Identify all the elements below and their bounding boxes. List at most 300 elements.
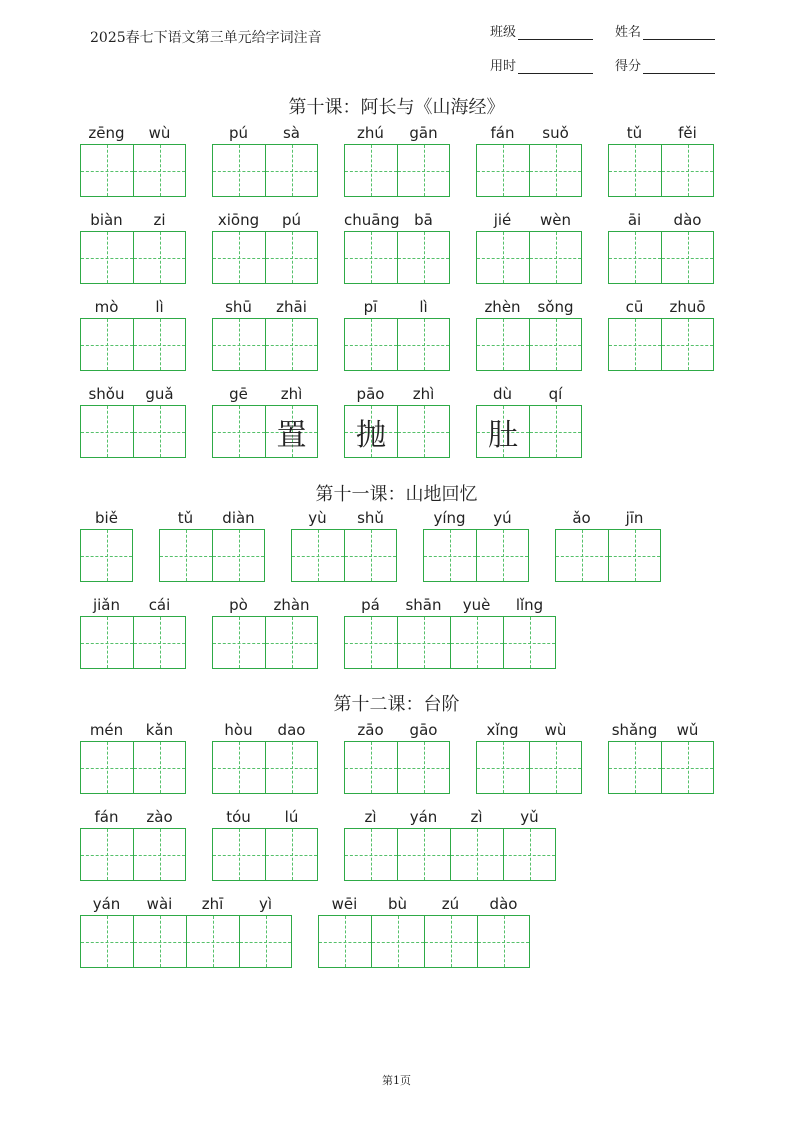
- char-cell: [477, 893, 530, 968]
- pinyin-label: yíng: [433, 509, 466, 527]
- char-cell: [529, 122, 582, 197]
- tianzige-box[interactable]: [344, 828, 397, 881]
- tianzige-box[interactable]: [265, 318, 318, 371]
- char-cell: [476, 122, 529, 197]
- score-label: 得分: [615, 59, 642, 74]
- tianzige-box[interactable]: [661, 741, 714, 794]
- tianzige-box[interactable]: [133, 616, 186, 669]
- char-cell: [344, 594, 397, 669]
- word-group: [608, 719, 714, 794]
- word-group: [476, 296, 582, 371]
- name-field[interactable]: [615, 21, 715, 40]
- char-cell: [344, 719, 397, 794]
- tianzige-box[interactable]: [133, 741, 186, 794]
- char-cell: [212, 296, 265, 371]
- class-input-line[interactable]: [518, 25, 593, 40]
- given-character: 置: [276, 417, 307, 453]
- pinyin-label: guǎ: [145, 385, 174, 403]
- pinyin-label: shǎng: [611, 721, 658, 739]
- word-group: [159, 507, 265, 582]
- pinyin-label: shū: [225, 298, 252, 316]
- char-cell: [608, 296, 661, 371]
- class-field[interactable]: [490, 21, 593, 40]
- pinyin-label: fán: [94, 808, 119, 826]
- pinyin-label: zāo: [357, 721, 384, 739]
- pinyin-label: xiōng: [217, 211, 260, 229]
- name-input-line[interactable]: [643, 25, 715, 40]
- tianzige-box[interactable]: [159, 529, 212, 582]
- char-cell: [212, 209, 265, 284]
- word-group: [344, 209, 450, 284]
- score-field[interactable]: [615, 55, 715, 74]
- pinyin-label: pú: [228, 124, 249, 142]
- char-cell: [397, 806, 450, 881]
- pinyin-label: yú: [493, 509, 512, 527]
- word-group: [212, 383, 318, 458]
- pinyin-label: pá: [361, 596, 380, 614]
- tianzige-box[interactable]: [212, 741, 265, 794]
- char-cell: [424, 893, 477, 968]
- tianzige-box[interactable]: [529, 231, 582, 284]
- tianzige-box[interactable]: [212, 828, 265, 881]
- pinyin-label: shǔ: [357, 509, 384, 527]
- char-cell: [133, 594, 186, 669]
- tianzige-box[interactable]: [344, 529, 397, 582]
- pinyin-label: wù: [148, 124, 171, 142]
- pinyin-label: gān: [409, 124, 438, 142]
- tianzige-box[interactable]: [344, 616, 397, 669]
- tianzige-box[interactable]: [371, 915, 424, 968]
- tianzige-box[interactable]: [186, 915, 239, 968]
- pinyin-label: jīn: [625, 509, 644, 527]
- word-group: [476, 383, 582, 458]
- char-cell: [397, 594, 450, 669]
- char-cell: [133, 806, 186, 881]
- char-cell: [265, 296, 318, 371]
- pinyin-label: tǔ: [177, 509, 194, 527]
- char-cell: [397, 122, 450, 197]
- word-group: [344, 122, 450, 197]
- tianzige-box[interactable]: [661, 144, 714, 197]
- word-group: [423, 507, 529, 582]
- char-cell: [423, 507, 476, 582]
- pinyin-label: wǔ: [676, 721, 699, 739]
- char-cell: [265, 719, 318, 794]
- char-cell: [239, 893, 292, 968]
- char-cell: [344, 122, 397, 197]
- pinyin-label: zhú: [357, 124, 384, 142]
- char-cell: [80, 209, 133, 284]
- tianzige-box[interactable]: [80, 915, 133, 968]
- char-cell: [133, 122, 186, 197]
- char-cell: [80, 296, 133, 371]
- tianzige-box[interactable]: [476, 144, 529, 197]
- char-cell: [503, 806, 556, 881]
- char-cell: [344, 383, 397, 458]
- tianzige-box[interactable]: [265, 231, 318, 284]
- char-cell: [397, 209, 450, 284]
- char-cell: [80, 507, 133, 582]
- char-cell: [344, 507, 397, 582]
- word-group: [80, 507, 133, 582]
- pinyin-label: zhèn: [484, 298, 521, 316]
- tianzige-box[interactable]: [423, 529, 476, 582]
- tianzige-box[interactable]: [661, 318, 714, 371]
- section-title: 第十课：阿长与《山海经》: [288, 97, 505, 118]
- pinyin-label: kǎn: [145, 721, 174, 739]
- char-cell: [555, 507, 608, 582]
- char-cell: [450, 594, 503, 669]
- tianzige-box[interactable]: [239, 915, 292, 968]
- char-cell: [476, 209, 529, 284]
- time-field[interactable]: [490, 55, 593, 74]
- word-group: [476, 209, 582, 284]
- tianzige-box[interactable]: [344, 231, 397, 284]
- char-cell: [80, 122, 133, 197]
- char-cell: [212, 122, 265, 197]
- tianzige-box[interactable]: [608, 318, 661, 371]
- pinyin-label: dào: [489, 895, 518, 913]
- tianzige-box[interactable]: [608, 231, 661, 284]
- pinyin-label: yán: [92, 895, 121, 913]
- pinyin-label: wài: [146, 895, 173, 913]
- pinyin-label: zú: [441, 895, 460, 913]
- pinyin-label: jié: [493, 211, 512, 229]
- pinyin-label: dù: [492, 385, 513, 403]
- pinyin-label: jiǎn: [92, 596, 121, 614]
- tianzige-box[interactable]: [80, 529, 133, 582]
- tianzige-box[interactable]: [344, 741, 397, 794]
- pinyin-label: āi: [627, 211, 642, 229]
- tianzige-box[interactable]: [265, 144, 318, 197]
- tianzige-box[interactable]: [608, 529, 661, 582]
- tianzige-box[interactable]: [265, 616, 318, 669]
- tianzige-box[interactable]: [265, 828, 318, 881]
- word-group: [212, 806, 318, 881]
- tianzige-box[interactable]: [397, 144, 450, 197]
- word-group: [80, 806, 186, 881]
- pinyin-label: zì: [364, 808, 377, 826]
- char-cell: [529, 383, 582, 458]
- pinyin-label: pāo: [356, 385, 385, 403]
- pinyin-label: qí: [548, 385, 563, 403]
- pinyin-label: dao: [277, 721, 306, 739]
- pinyin-label: yì: [258, 895, 273, 913]
- tianzige-box[interactable]: [476, 318, 529, 371]
- tianzige-box[interactable]: [212, 231, 265, 284]
- given-character: 肚: [488, 417, 518, 453]
- word-group: [318, 893, 530, 968]
- tianzige-box[interactable]: [477, 915, 530, 968]
- tianzige-box[interactable]: [133, 405, 186, 458]
- tianzige-box[interactable]: [265, 741, 318, 794]
- pinyin-label: hòu: [224, 721, 253, 739]
- pinyin-label: dào: [673, 211, 702, 229]
- page-number: 第1页: [382, 1074, 411, 1087]
- pinyin-label: lǐng: [515, 596, 544, 614]
- char-cell: [661, 209, 714, 284]
- word-group: [291, 507, 397, 582]
- tianzige-box[interactable]: [133, 828, 186, 881]
- char-cell: [529, 296, 582, 371]
- word-group: [476, 719, 582, 794]
- tianzige-box[interactable]: [503, 828, 556, 881]
- pinyin-label: yù: [308, 509, 327, 527]
- word-group: [344, 296, 450, 371]
- pinyin-label: wù: [544, 721, 567, 739]
- pinyin-label: lì: [419, 298, 428, 316]
- tianzige-box[interactable]: [397, 741, 450, 794]
- char-cell: [476, 296, 529, 371]
- word-group: [80, 122, 186, 197]
- char-cell: [212, 594, 265, 669]
- tianzige-box[interactable]: [397, 318, 450, 371]
- pinyin-label: bù: [387, 895, 408, 913]
- pinyin-label: shān: [405, 596, 442, 614]
- tianzige-box[interactable]: [397, 616, 450, 669]
- word-group: [212, 594, 318, 669]
- section-title: 第十二课：台阶: [333, 694, 460, 715]
- word-group: [608, 296, 714, 371]
- pinyin-label: zhāi: [276, 298, 307, 316]
- word-group: [80, 383, 186, 458]
- char-cell: [371, 893, 424, 968]
- pinyin-label: xǐng: [486, 721, 519, 739]
- pinyin-label: yǔ: [520, 808, 539, 826]
- tianzige-box[interactable]: [529, 144, 582, 197]
- tianzige-box[interactable]: [476, 741, 529, 794]
- tianzige-box[interactable]: [529, 405, 582, 458]
- char-cell: [476, 719, 529, 794]
- char-cell: [80, 893, 133, 968]
- char-cell: [318, 893, 371, 968]
- tianzige-box[interactable]: [476, 529, 529, 582]
- name-label: 姓名: [615, 25, 642, 40]
- char-cell: [133, 296, 186, 371]
- tianzige-box[interactable]: [265, 405, 318, 458]
- pinyin-label: shǒu: [88, 385, 125, 403]
- tianzige-box[interactable]: [80, 318, 133, 371]
- given-character: 抛: [356, 417, 386, 453]
- word-group: [212, 122, 318, 197]
- tianzige-box[interactable]: [476, 231, 529, 284]
- char-cell: [265, 209, 318, 284]
- word-group: [476, 122, 582, 197]
- tianzige-box[interactable]: [133, 318, 186, 371]
- char-cell: [608, 719, 661, 794]
- word-group: [344, 719, 450, 794]
- pinyin-label: bā: [414, 211, 433, 229]
- char-cell: [476, 507, 529, 582]
- pinyin-label: zi: [153, 211, 166, 229]
- pinyin-label: tóu: [226, 808, 251, 826]
- tianzige-box[interactable]: [80, 405, 133, 458]
- word-group: [80, 893, 292, 968]
- tianzige-box[interactable]: [344, 318, 397, 371]
- tianzige-box[interactable]: [80, 616, 133, 669]
- tianzige-box[interactable]: [212, 616, 265, 669]
- char-cell: [133, 383, 186, 458]
- word-group: [80, 296, 186, 371]
- tianzige-box[interactable]: [397, 231, 450, 284]
- pinyin-label: fěi: [678, 124, 697, 142]
- section-title: 第十一课：山地回忆: [315, 484, 478, 505]
- char-cell: [608, 507, 661, 582]
- char-cell: [291, 507, 344, 582]
- tianzige-box[interactable]: [80, 741, 133, 794]
- pinyin-label: zhuō: [669, 298, 706, 316]
- char-cell: [397, 383, 450, 458]
- char-cell: [265, 806, 318, 881]
- char-cell: [397, 719, 450, 794]
- score-input-line[interactable]: [643, 59, 715, 74]
- tianzige-box[interactable]: [529, 318, 582, 371]
- char-cell: [661, 122, 714, 197]
- char-cell: [80, 806, 133, 881]
- time-input-line[interactable]: [518, 59, 593, 74]
- pinyin-label: gē: [229, 385, 248, 403]
- tianzige-box[interactable]: [450, 616, 503, 669]
- pinyin-label: sǒng: [537, 298, 574, 316]
- char-cell: [450, 806, 503, 881]
- pinyin-label: ǎo: [572, 509, 591, 527]
- tianzige-box[interactable]: [80, 828, 133, 881]
- char-cell: [265, 383, 318, 458]
- char-cell: [608, 122, 661, 197]
- pinyin-label: zhì: [280, 385, 303, 403]
- pinyin-label: yuè: [462, 596, 491, 614]
- time-label: 用时: [490, 59, 517, 74]
- pinyin-label: zhī: [201, 895, 224, 913]
- char-cell: [608, 209, 661, 284]
- pinyin-label: biàn: [90, 211, 123, 229]
- pinyin-label: pú: [281, 211, 302, 229]
- char-cell: [80, 383, 133, 458]
- word-group: [344, 383, 450, 458]
- tianzige-box[interactable]: [212, 529, 265, 582]
- tianzige-box[interactable]: [555, 529, 608, 582]
- pinyin-label: mò: [94, 298, 119, 316]
- pinyin-label: zhàn: [273, 596, 310, 614]
- char-cell: [344, 806, 397, 881]
- tianzige-box[interactable]: [397, 405, 450, 458]
- char-cell: [212, 507, 265, 582]
- tianzige-box[interactable]: [133, 915, 186, 968]
- pinyin-label: wēi: [331, 895, 358, 913]
- char-cell: [476, 383, 529, 458]
- char-cell: [344, 209, 400, 284]
- pinyin-label: diàn: [222, 509, 255, 527]
- char-cell: [80, 594, 133, 669]
- tianzige-box[interactable]: [608, 144, 661, 197]
- tianzige-box[interactable]: [291, 529, 344, 582]
- word-group: [555, 507, 661, 582]
- tianzige-box[interactable]: [608, 741, 661, 794]
- char-cell: [661, 719, 714, 794]
- tianzige-box[interactable]: [212, 144, 265, 197]
- char-cell: [212, 719, 265, 794]
- tianzige-box[interactable]: [80, 144, 133, 197]
- pinyin-label: lú: [284, 808, 299, 826]
- pinyin-label: sà: [282, 124, 300, 142]
- pinyin-label: gāo: [409, 721, 438, 739]
- word-group: [344, 806, 556, 881]
- char-cell: [133, 209, 186, 284]
- tianzige-box[interactable]: [212, 318, 265, 371]
- tianzige-box[interactable]: [318, 915, 371, 968]
- word-group: [608, 122, 714, 197]
- pinyin-label: yán: [409, 808, 438, 826]
- tianzige-box[interactable]: [133, 231, 186, 284]
- word-group: [608, 209, 714, 284]
- pinyin-label: cū: [625, 298, 644, 316]
- tianzige-box[interactable]: [212, 405, 265, 458]
- pinyin-label: lì: [155, 298, 164, 316]
- pinyin-label: pò: [229, 596, 248, 614]
- pinyin-label: biě: [95, 509, 118, 527]
- char-cell: [529, 209, 582, 284]
- word-group: [212, 209, 318, 284]
- word-group: [80, 209, 186, 284]
- class-label: 班级: [490, 25, 517, 40]
- tianzige-box[interactable]: [476, 405, 529, 458]
- char-cell: [397, 296, 450, 371]
- tianzige-box[interactable]: [80, 231, 133, 284]
- word-group: [80, 594, 186, 669]
- pinyin-label: pī: [363, 298, 378, 316]
- char-cell: [503, 594, 556, 669]
- char-cell: [80, 719, 133, 794]
- tianzige-box[interactable]: [344, 144, 397, 197]
- tianzige-box[interactable]: [424, 915, 477, 968]
- char-cell: [212, 383, 265, 458]
- char-cell: [344, 296, 397, 371]
- word-group: [212, 719, 318, 794]
- tianzige-box[interactable]: [450, 828, 503, 881]
- pinyin-label: zhì: [412, 385, 435, 403]
- pinyin-label: mén: [89, 721, 124, 739]
- char-cell: [186, 893, 239, 968]
- pinyin-label: tǔ: [626, 124, 643, 142]
- char-cell: [265, 122, 318, 197]
- tianzige-box[interactable]: [529, 741, 582, 794]
- char-cell: [529, 719, 582, 794]
- tianzige-box[interactable]: [661, 231, 714, 284]
- pinyin-label: fán: [490, 124, 515, 142]
- word-group: [344, 594, 556, 669]
- tianzige-box[interactable]: [344, 405, 397, 458]
- pinyin-label: zì: [470, 808, 483, 826]
- char-cell: [133, 893, 186, 968]
- pinyin-label: zēng: [88, 124, 125, 142]
- tianzige-box[interactable]: [503, 616, 556, 669]
- worksheet-title: 2025春七下语文第三单元给字词注音: [90, 30, 322, 46]
- char-cell: [133, 719, 186, 794]
- tianzige-box[interactable]: [397, 828, 450, 881]
- pinyin-label: wèn: [539, 211, 571, 229]
- char-cell: [661, 296, 714, 371]
- char-cell: [265, 594, 318, 669]
- char-cell: [159, 507, 212, 582]
- pinyin-label: suǒ: [542, 124, 569, 142]
- pinyin-label: cái: [148, 596, 171, 614]
- pinyin-label: chuāng: [344, 211, 400, 229]
- tianzige-box[interactable]: [133, 144, 186, 197]
- word-group: [80, 719, 186, 794]
- pinyin-label: zào: [146, 808, 173, 826]
- word-group: [212, 296, 318, 371]
- char-cell: [212, 806, 265, 881]
